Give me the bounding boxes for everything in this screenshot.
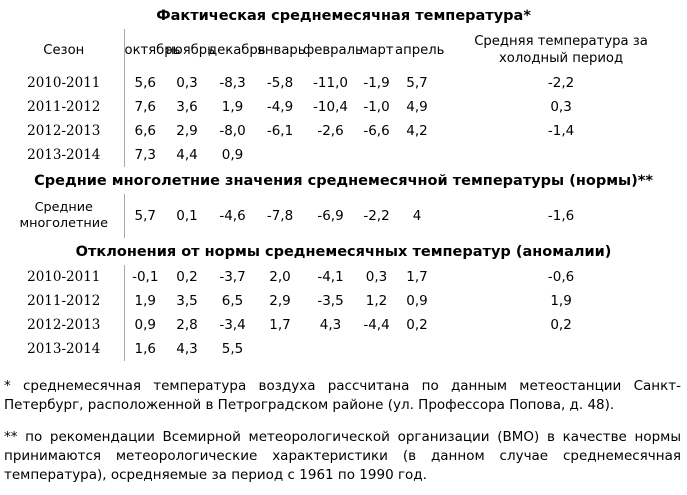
value-cell: -11,0: [313, 75, 348, 91]
value-cell: 4,3: [176, 341, 198, 357]
value-cell: 4,9: [406, 99, 428, 115]
value-cell: 1,9: [221, 99, 244, 115]
value-cell: 4,2: [406, 123, 428, 139]
avg-cell: -0,6: [547, 269, 575, 285]
value-cell: -4,6: [219, 208, 246, 224]
value-cell: 2,0: [269, 269, 291, 285]
table-row: [4, 143, 683, 167]
value-cell: 4: [412, 208, 422, 224]
value-cell: 5,6: [134, 75, 156, 91]
value-cell: [303, 337, 358, 361]
avg-cell: 0,3: [550, 99, 572, 115]
value-cell: 4,3: [319, 317, 342, 333]
table-row: [4, 313, 683, 337]
value-cell: [358, 337, 395, 361]
value-cell: 6,5: [221, 293, 244, 309]
value-cell: -4,4: [363, 317, 390, 333]
value-cell: 7,3: [134, 147, 156, 163]
value-cell: -3,7: [219, 269, 246, 285]
value-cell: 6,6: [134, 123, 156, 139]
header-avg: Средняя температура за холодный период: [474, 34, 648, 66]
value-cell: 1,2: [365, 293, 388, 309]
value-cell: 1,7: [269, 317, 291, 333]
value-cell: -3,4: [219, 317, 246, 333]
value-cell: -10,4: [313, 99, 348, 115]
section-title-actual: Фактическая среднемесячная температура*: [156, 7, 531, 24]
section-title-row: [4, 238, 683, 265]
value-cell: -4,9: [266, 99, 294, 115]
avg-cell: -2,2: [547, 75, 575, 91]
footnote-2: ** по рекомендации Всемирной метеорологической организации (ВМО) в качестве нормы принимаются метеорологические характеристики (в данном случае среднемесячная температура), осредняемые за период с 1961 по 1990 год.: [4, 429, 681, 483]
table-row: [4, 289, 683, 313]
value-cell: 0,9: [134, 317, 156, 333]
season-cell: 2010-2011: [4, 265, 124, 289]
avg-cell: [439, 143, 683, 167]
avg-cell: 1,9: [550, 293, 572, 309]
header-month: апрель: [395, 42, 445, 58]
season-cell: 2013-2014: [4, 337, 124, 361]
value-cell: 3,6: [176, 99, 198, 115]
value-cell: 4,4: [176, 147, 198, 163]
section-title-row: [4, 2, 683, 29]
value-cell: 3,5: [176, 293, 198, 309]
header-month: март: [359, 42, 394, 58]
value-cell: 5,7: [134, 208, 156, 224]
value-cell: -0,1: [132, 269, 159, 285]
table-row: [4, 95, 683, 119]
value-cell: -4,1: [317, 269, 344, 285]
table-row: [4, 265, 683, 289]
value-cell: -1,9: [363, 75, 390, 91]
value-cell: 0,9: [221, 147, 244, 163]
value-cell: -7,8: [266, 208, 294, 224]
season-cell: 2013-2014: [4, 143, 124, 167]
footnote-1: * среднемесячная температура воздуха рассчитана по данным метеостанции Санкт-Петербург, расположенной в Петроградском районе (ул. Профессора Попова, д. 48).: [4, 378, 681, 413]
value-cell: -5,8: [266, 75, 294, 91]
avg-cell: -1,4: [547, 123, 575, 139]
season-cell: 2012-2013: [4, 119, 124, 143]
value-cell: [303, 143, 358, 167]
header-month: февраль: [303, 42, 363, 58]
season-cell: 2010-2011: [4, 71, 124, 95]
section-title-norms: Средние многолетние значения среднемесячной температуры (нормы)**: [34, 172, 653, 189]
value-cell: 0,3: [176, 75, 198, 91]
value-cell: 1,9: [134, 293, 156, 309]
table-row: [4, 194, 683, 238]
season-cell: Средние многолетние: [4, 194, 124, 238]
header-month: декабрь: [208, 42, 266, 58]
value-cell: -6,6: [363, 123, 390, 139]
value-cell: [257, 337, 303, 361]
section-title-anomalies: Отклонения от нормы среднемесячных температур (аномалии): [75, 243, 612, 260]
value-cell: [395, 143, 439, 167]
value-cell: -6,1: [266, 123, 294, 139]
value-cell: [358, 143, 395, 167]
value-cell: 7,6: [134, 99, 156, 115]
value-cell: 2,9: [176, 123, 198, 139]
value-cell: -8,3: [219, 75, 246, 91]
value-cell: 5,5: [221, 341, 244, 357]
value-cell: -2,6: [317, 123, 344, 139]
value-cell: -1,0: [363, 99, 390, 115]
avg-cell: 0,2: [550, 317, 572, 333]
table-row: [4, 71, 683, 95]
season-cell: 2011-2012: [4, 95, 124, 119]
avg-cell: -1,6: [547, 208, 575, 224]
avg-cell: [439, 337, 683, 361]
value-cell: -6,9: [317, 208, 344, 224]
value-cell: 1,6: [134, 341, 156, 357]
value-cell: -3,5: [317, 293, 344, 309]
value-cell: 0,3: [365, 269, 388, 285]
value-cell: 1,7: [406, 269, 428, 285]
header-season: Сезон: [4, 29, 124, 71]
value-cell: 0,1: [176, 208, 198, 224]
table-row: [4, 337, 683, 361]
value-cell: -2,2: [363, 208, 390, 224]
value-cell: [395, 337, 439, 361]
header-month: октябрь: [124, 42, 181, 58]
value-cell: 2,8: [176, 317, 198, 333]
header-month: ноябрь: [166, 42, 215, 58]
value-cell: 0,2: [176, 269, 198, 285]
table-row: [4, 119, 683, 143]
temperature-table: [4, 2, 683, 361]
section-title-row: [4, 167, 683, 194]
season-cell: 2012-2013: [4, 313, 124, 337]
header-month: январь: [257, 42, 306, 58]
value-cell: 0,9: [406, 293, 428, 309]
value-cell: 2,9: [269, 293, 291, 309]
value-cell: 0,2: [406, 317, 428, 333]
header-row: [4, 29, 683, 71]
value-cell: [257, 143, 303, 167]
season-cell: 2011-2012: [4, 289, 124, 313]
value-cell: -8,0: [219, 123, 246, 139]
value-cell: 5,7: [406, 75, 428, 91]
